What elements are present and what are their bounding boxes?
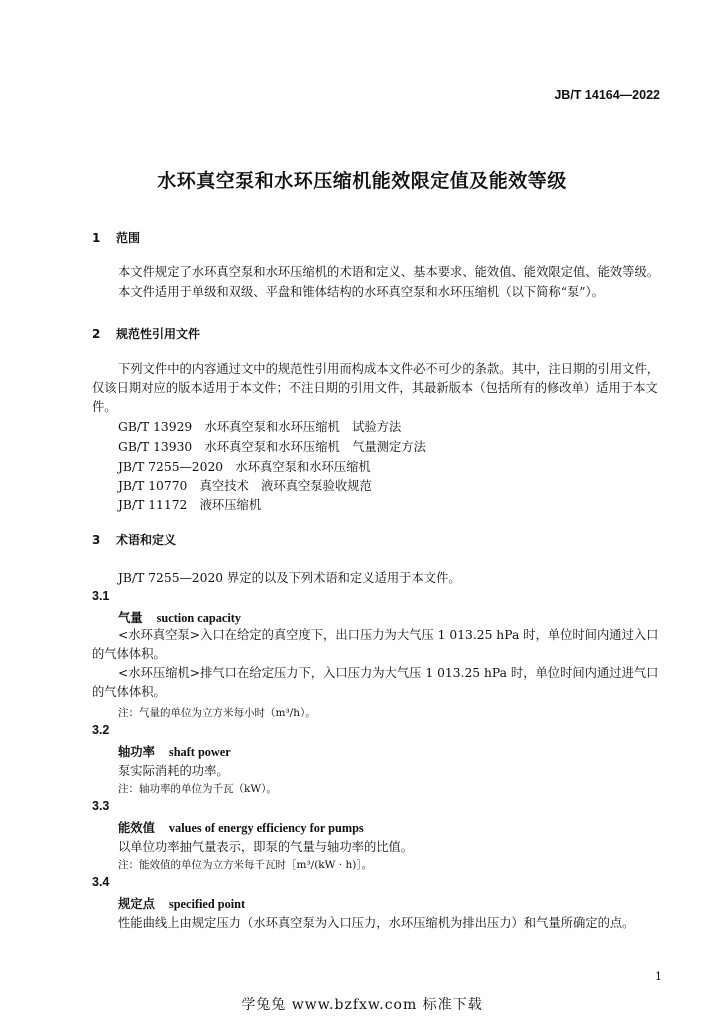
term-3-3	[118, 818, 364, 836]
clause-3-4-number: 3.4	[92, 875, 110, 889]
clause-3-2-number: 3.2	[92, 723, 110, 737]
term-3-2	[118, 742, 231, 760]
page-number: 1	[655, 970, 662, 983]
normative-references-intro: 下列文件中的内容通过文中的规范性引用而构成本文件必不可少的条款。其中，注日期的引用文件，仅该日期对应的版本适用于本文件；不注日期的引用文件，其最新版本（包括所有的修改单）适用于本文件。	[92, 362, 660, 414]
reference-item: GB/T 13929 水环真空泵和水环压缩机 试验方法	[118, 420, 402, 434]
definition-3-4: 性能曲线上由规定压力（水环真空泵为入口压力，水环压缩机为排出压力）和气量所确定的点。	[118, 916, 635, 930]
document-title: 水环真空泵和水环压缩机能效限定值及能效等级	[157, 170, 567, 192]
definition-3-1-compressor: <水环压缩机>排气口在给定压力下，入口压力为大气压 1 013.25 hPa 时，单位时间内通过进气口的气体体积。	[92, 666, 659, 699]
term-3-4	[118, 894, 245, 912]
reference-item: JB/T 7255—2020 水环真空泵和水环压缩机	[118, 460, 371, 474]
reference-item: JB/T 11172 液环压缩机	[118, 498, 262, 512]
section-1-heading	[92, 229, 140, 246]
section-number: 2	[92, 327, 101, 341]
section-number: 1	[92, 231, 101, 245]
reference-item: JB/T 10770 真空技术 液环真空泵验收规范	[118, 479, 372, 493]
term-chinese: 规定点	[118, 896, 155, 911]
section-number: 3	[92, 533, 101, 547]
definition-3-2: 泵实际消耗的功率。	[118, 764, 229, 778]
section-title: 术语和定义	[116, 533, 177, 547]
term-chinese: 气量	[118, 610, 143, 625]
terms-intro: JB/T 7255—2020 界定的以及下列术语和定义适用于本文件。	[118, 571, 461, 585]
term-english: values of energy efficiency for pumps	[168, 821, 364, 835]
section-3-heading	[92, 531, 176, 548]
footer-watermark: 学兔兔 www.bzfxw.com 标准下载	[241, 997, 483, 1013]
note-3-1: 注：气量的单位为立方米每小时（m³/h）。	[118, 707, 316, 719]
definition-3-3: 以单位功率抽气量表示，即泵的气量与轴功率的比值。	[118, 840, 414, 854]
clause-3-1-number: 3.1	[92, 589, 110, 603]
clause-3-3-number: 3.3	[92, 799, 110, 813]
term-english: specified point	[168, 897, 246, 911]
standard-number: JB/T 14164—2022	[554, 88, 660, 102]
scope-paragraph-2: 本文件适用于单级和双级、平盘和锥体结构的水环真空泵和水环压缩机（以下简称“泵”）。	[118, 285, 605, 299]
scope-paragraph-1: 本文件规定了水环真空泵和水环压缩机的术语和定义、基本要求、能效值、能效限定值、能效等级。	[118, 265, 660, 279]
term-3-1	[118, 608, 241, 626]
note-3-2: 注：轴功率的单位为千瓦（kW）。	[118, 783, 277, 795]
term-english: shaft power	[168, 745, 231, 759]
section-title: 范围	[116, 231, 141, 245]
term-chinese: 轴功率	[118, 744, 155, 759]
term-english: suction capacity	[156, 611, 241, 625]
reference-item: GB/T 13930 水环真空泵和水环压缩机 气量测定方法	[118, 440, 426, 454]
section-title: 规范性引用文件	[116, 327, 201, 341]
definition-3-1-vacuum-pump: <水环真空泵>入口在给定的真空度下，出口压力为大气压 1 013.25 hPa 时，单位时间内通过入口的气体体积。	[92, 628, 659, 661]
note-3-3: 注：能效值的单位为立方米每千瓦时［m³/(kW · h)］。	[118, 859, 373, 871]
section-2-heading	[92, 325, 200, 342]
term-chinese: 能效值	[118, 820, 155, 835]
